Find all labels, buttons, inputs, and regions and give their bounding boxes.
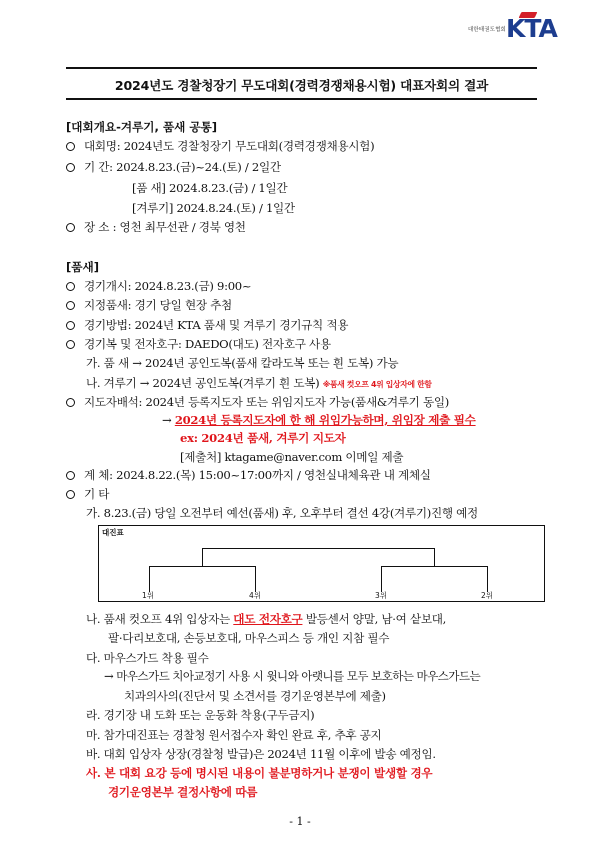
overview-venue: 장 소 : 영천 최무선관 / 경북 영천 xyxy=(66,220,246,234)
bullet-icon xyxy=(66,301,75,310)
uniform-b-note: ※품새 컷오프 4위 입상자에 한함 xyxy=(322,380,432,389)
page-title: 2024년도 경찰청장기 무도대회(경력경쟁채용시험) 대표자회의 결과 xyxy=(114,78,489,93)
other-g2: 경기운영본부 결정사항에 따름 xyxy=(108,785,258,799)
overview-period: 기 간: 2024.8.23.(금)~24.(토) / 2일간 xyxy=(66,160,281,174)
kta-logo xyxy=(468,14,574,46)
poomsae-heading: [품새] xyxy=(66,260,99,274)
bracket-line xyxy=(149,566,255,567)
poomsae-designated: 지정품새: 경기 당일 현장 추첨 xyxy=(66,298,232,312)
bracket-line xyxy=(202,548,203,566)
logo-org-name: 대한태권도협회 xyxy=(468,27,506,33)
bullet-icon xyxy=(66,282,75,291)
arrow-right-icon: → xyxy=(162,413,172,427)
bracket-line xyxy=(381,566,487,567)
bullet-icon xyxy=(66,471,75,480)
other-f: 바. 대회 입상자 상장(경찰청 발급)은 2024년 11월 이후에 발송 예정임. xyxy=(86,747,436,761)
bracket-line xyxy=(487,566,488,592)
bullet-icon xyxy=(66,321,75,330)
title-box xyxy=(66,67,537,100)
poomsae-uniform-a: 가. 품 새 → 2024년 공인도복(품새 칼라도복 또는 흰 도복) 가능 xyxy=(86,356,399,370)
bracket-seed: 3위 xyxy=(375,591,388,600)
bullet-icon xyxy=(66,223,75,232)
overview-period-kyorugi: [겨루기] 2024.8.24.(토) / 1일간 xyxy=(132,201,295,215)
poomsae-scoring: 경기복 및 전자호구: DAEDO(대도) 전자호구 사용 xyxy=(66,337,331,351)
bullet-icon xyxy=(66,142,75,151)
bracket-line xyxy=(381,566,382,592)
poomsae-coach: 지도자배석: 2024년 등록지도자 또는 위임지도자 가능(품새&겨루기 동일) xyxy=(66,395,449,409)
bracket-line xyxy=(255,566,256,592)
coach-notice: → 2024년 등록지도자에 한 해 위임가능하며, 위임장 제출 필수 xyxy=(162,413,476,427)
bullet-icon xyxy=(66,490,75,499)
bracket-line xyxy=(434,548,435,566)
other-c-note1: → 마우스가드 치아교정기 사용 시 윗니와 아랫니를 모두 보호하는 마우스가드는 xyxy=(104,669,481,683)
bracket-diagram xyxy=(98,525,545,602)
bracket-label: 대진표 xyxy=(102,528,124,537)
bracket-line xyxy=(149,566,150,592)
bullet-icon xyxy=(66,340,75,349)
other-b-line2: 팔·다리보호대, 손등보호대, 마우스피스 등 개인 지참 필수 xyxy=(108,631,390,645)
page-number: - 1 - xyxy=(289,815,311,828)
poomsae-start: 경기개시: 2024.8.23.(금) 9:00~ xyxy=(66,279,251,293)
submit-email: [제출처] ktagame@naver.com 이메일 제출 xyxy=(180,450,404,464)
poomsae-method: 경기방법: 2024년 KTA 품새 및 겨루기 경기규칙 적용 xyxy=(66,318,348,332)
poomsae-other: 기 타 xyxy=(66,487,109,501)
logo-brand: KTA xyxy=(506,14,557,43)
other-b: 나. 품새 컷오프 4위 입상자는 대도 전자호구 발등센서 양말, 남·여 샅보대, xyxy=(86,612,447,626)
bullet-icon xyxy=(66,163,75,172)
bullet-icon xyxy=(66,398,75,407)
other-d: 라. 경기장 내 도화 또는 운동화 착용(구두금지) xyxy=(86,708,315,722)
other-c-note2: 치과의사의(진단서 및 소견서를 경기운영본부에 제출) xyxy=(124,689,386,703)
overview-heading: [대회개요-겨루기, 품새 공통] xyxy=(66,120,218,134)
bracket-seed: 4위 xyxy=(249,591,262,600)
other-a: 가. 8.23.(금) 당일 오전부터 예선(품새) 후, 오후부터 결선 4강(겨루기)진행 예정 xyxy=(86,506,478,520)
other-g1: 사. 본 대회 요강 등에 명시된 내용이 불분명하거나 분쟁이 발생할 경우 xyxy=(86,766,433,780)
poomsae-uniform-b: 나. 겨루기 → 2024년 공인도복(겨루기 흰 도복) ※품새 컷오프 4위 입상자에 한함 xyxy=(86,376,432,390)
overview-period-poomsae: [품 새] 2024.8.23.(금) / 1일간 xyxy=(132,181,288,195)
bracket-seed: 2위 xyxy=(481,591,494,600)
bracket-seed: 1위 xyxy=(142,591,155,600)
bracket-line xyxy=(202,548,434,549)
other-c: 다. 마우스가드 착용 필수 xyxy=(86,651,209,665)
other-e: 마. 참가대진표는 경찰청 원서접수자 확인 완료 후, 추후 공지 xyxy=(86,728,382,742)
poomsae-weighin: 계 체: 2024.8.22.(목) 15:00~17:00까지 / 영천실내체육관 내 계체실 xyxy=(66,468,431,482)
coach-example: ex: 2024년 품새, 겨루기 지도자 xyxy=(180,431,346,445)
overview-event-name: 대회명: 2024년도 경찰청장기 무도대회(경력경쟁채용시험) xyxy=(66,139,374,153)
